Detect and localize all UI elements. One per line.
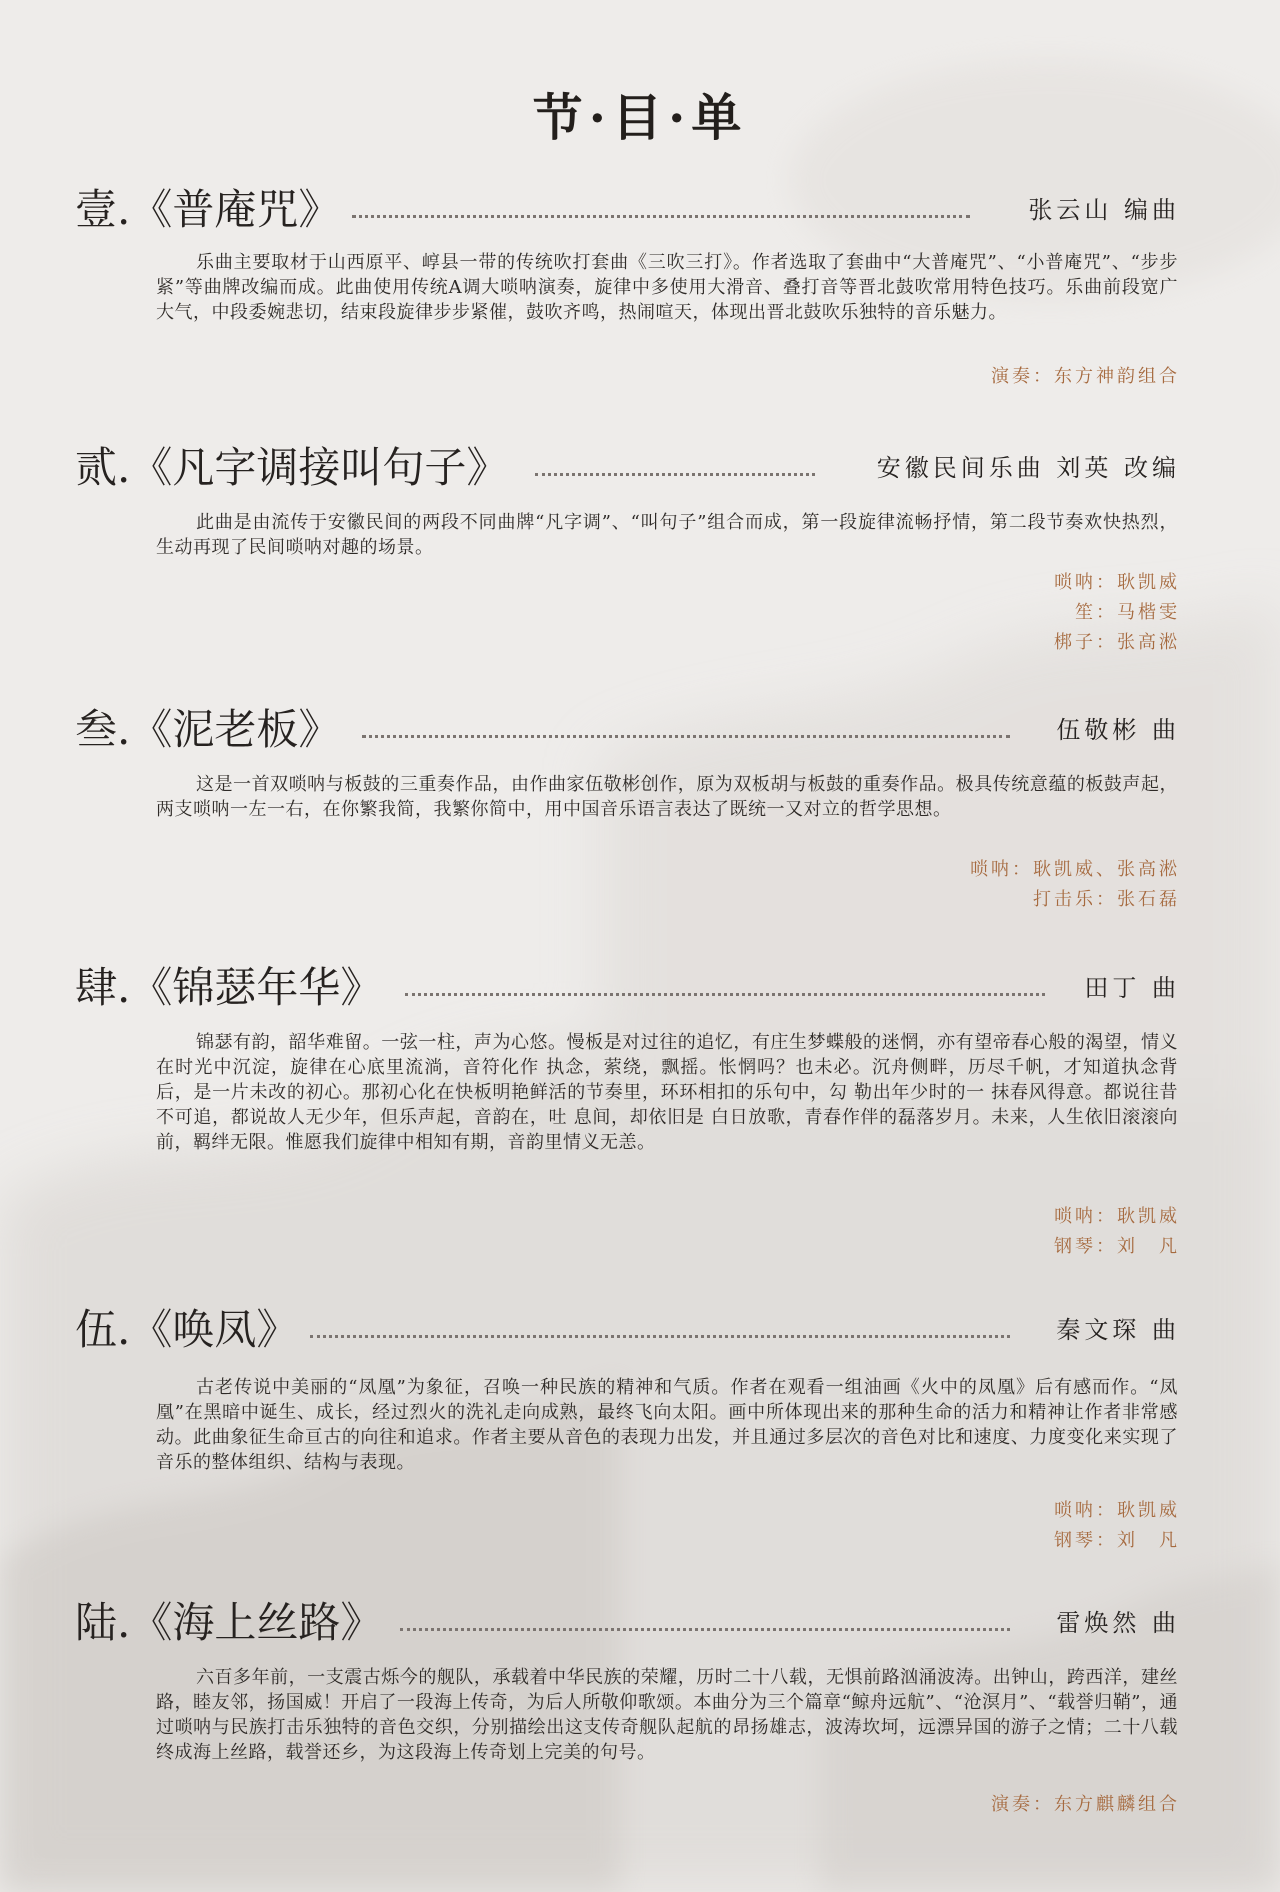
performer-line: 演奏：东方神韵组合 bbox=[991, 366, 1180, 387]
piece-title: 壹.《普庵咒》 bbox=[75, 185, 341, 234]
performer-line: 梆子：张高淞 bbox=[1054, 632, 1180, 653]
performer-list bbox=[991, 1790, 1180, 1820]
piece-composer: 秦文琛 曲 bbox=[1056, 1316, 1180, 1344]
performer-list bbox=[1054, 1496, 1180, 1556]
piece-composer: 雷焕然 曲 bbox=[1056, 1609, 1180, 1637]
dotted-leader bbox=[352, 215, 970, 218]
performer-line: 笙：马楷雯 bbox=[1075, 602, 1180, 623]
performer-line: 唢呐：耿凯威 bbox=[1054, 572, 1180, 593]
piece-title: 叁.《泥老板》 bbox=[75, 705, 341, 754]
piece-composer: 伍敬彬 曲 bbox=[1056, 716, 1180, 744]
piece-composer: 安徽民间乐曲 刘英 改编 bbox=[876, 454, 1180, 482]
piece-composer: 田丁 曲 bbox=[1084, 974, 1180, 1002]
dotted-leader bbox=[400, 1628, 1010, 1631]
piece-title: 贰.《凡字调接叫句子》 bbox=[75, 443, 509, 492]
piece-title: 肆.《锦瑟年华》 bbox=[75, 963, 383, 1012]
performer-list bbox=[970, 855, 1180, 915]
piece-description: 乐曲主要取材于山西原平、崞县一带的传统吹打套曲《三吹三打》。作者选取了套曲中“大普庵咒”、“小普庵咒”、“步步紧”等曲牌改编而成。此曲使用传统A调大唢呐演奏，旋律中多使用大滑音、叠打音等晋北鼓吹常用特色技巧。乐曲前段宽广大气，中段委婉悲切，结束段旋律步步紧催，鼓吹齐鸣，热闹喧天，体现出晋北鼓吹乐独特的音乐魅力。 bbox=[156, 252, 1178, 323]
performer-line: 打击乐：张石磊 bbox=[1033, 889, 1180, 910]
performer-list bbox=[991, 362, 1180, 392]
piece-title: 伍.《唤凤》 bbox=[75, 1305, 299, 1354]
dotted-leader bbox=[310, 1335, 1010, 1338]
program-item-header bbox=[0, 438, 1280, 498]
page-title: 节·目·单 bbox=[532, 88, 748, 147]
performer-line: 钢琴：刘 凡 bbox=[1054, 1236, 1180, 1257]
piece-description: 这是一首双唢呐与板鼓的三重奏作品，由作曲家伍敬彬创作，原为双板胡与板鼓的重奏作品。极具传统意蕴的板鼓声起，两支唢呐一左一右，在你繁我简，我繁你简中，用中国音乐语言表达了既统一又对立的哲学思想。 bbox=[156, 774, 1178, 820]
piece-description: 六百多年前，一支震古烁今的舰队，承载着中华民族的荣耀，历时二十八载，无惧前路汹涌波涛。出钟山，跨西洋，建丝路，睦友邻，扬国威！开启了一段海上传奇，为后人所敬仰歌颂。本曲分为三个篇章“鲸舟远航”、“沧溟月”、“载誉归鞘”，通过唢呐与民族打击乐独特的音色交织，分别描绘出这支传奇舰队起航的昂扬雄志，波涛坎坷，远漂异国的游子之情；二十八载终成海上丝路，载誉还乡，为这段海上传奇划上完美的句号。 bbox=[156, 1667, 1178, 1763]
piece-description: 此曲是由流传于安徽民间的两段不同曲牌“凡字调”、“叫句子”组合而成，第一段旋律流畅抒情，第二段节奏欢快热烈，生动再现了民间唢呐对趣的场景。 bbox=[156, 512, 1178, 558]
performer-line: 演奏：东方麒麟组合 bbox=[991, 1794, 1180, 1815]
piece-title: 陆.《海上丝路》 bbox=[75, 1598, 383, 1647]
piece-composer: 张云山 编曲 bbox=[1028, 196, 1180, 224]
performer-line: 唢呐：耿凯威、张高淞 bbox=[970, 859, 1180, 880]
program-item-header bbox=[0, 1300, 1280, 1360]
performer-list bbox=[1054, 1202, 1180, 1262]
dotted-leader bbox=[405, 993, 1045, 996]
program-item-header bbox=[0, 180, 1280, 240]
performer-line: 唢呐：耿凯威 bbox=[1054, 1500, 1180, 1521]
performer-line: 钢琴：刘 凡 bbox=[1054, 1530, 1180, 1551]
performer-list bbox=[1054, 568, 1180, 658]
dotted-leader bbox=[535, 473, 815, 476]
piece-description: 古老传说中美丽的“凤凰”为象征，召唤一种民族的精神和气质。作者在观看一组油画《火中的凤凰》后有感而作。“凤凰”在黑暗中诞生、成长，经过烈火的洗礼走向成熟，最终飞向太阳。画中所体现出来的那种生命的活力和精神让作者非常感动。此曲象征生命亘古的向往和追求。作者主要从音色的表现力出发，并且通过多层次的音色对比和速度、力度变化来实现了音乐的整体组织、结构与表现。 bbox=[156, 1377, 1178, 1473]
program-item-header bbox=[0, 1593, 1280, 1653]
program-item-header bbox=[0, 958, 1280, 1018]
program-item-header bbox=[0, 700, 1280, 760]
performer-line: 唢呐：耿凯威 bbox=[1054, 1206, 1180, 1227]
piece-description: 锦瑟有韵，韶华难留。一弦一柱，声为心悠。慢板是对过往的追忆，有庄生梦蝶般的迷惘，亦有望帝春心般的渴望，情义 在时光中沉淀，旋律在心底里流淌，音符化作 执念，萦绕，飘摇。怅惘吗？也未必。沉舟侧畔，历尽千帆，才知道执念背后，是一片未改的初心。那初心化在快板明艳鲜活的节奏里，环环相扣的乐句中，勾 勒出年少时的一 抹春风得意。都说往昔不可追，都说故人无少年，但乐声起，音韵在，吐 息间，却依旧是 白日放歌，青春作伴的磊落岁月。未来，人生依旧滚滚向前，羁绊无限。惟愿我们旋律中相知有期，音韵里情义无恙。 bbox=[156, 1032, 1178, 1153]
dotted-leader bbox=[362, 735, 1010, 738]
